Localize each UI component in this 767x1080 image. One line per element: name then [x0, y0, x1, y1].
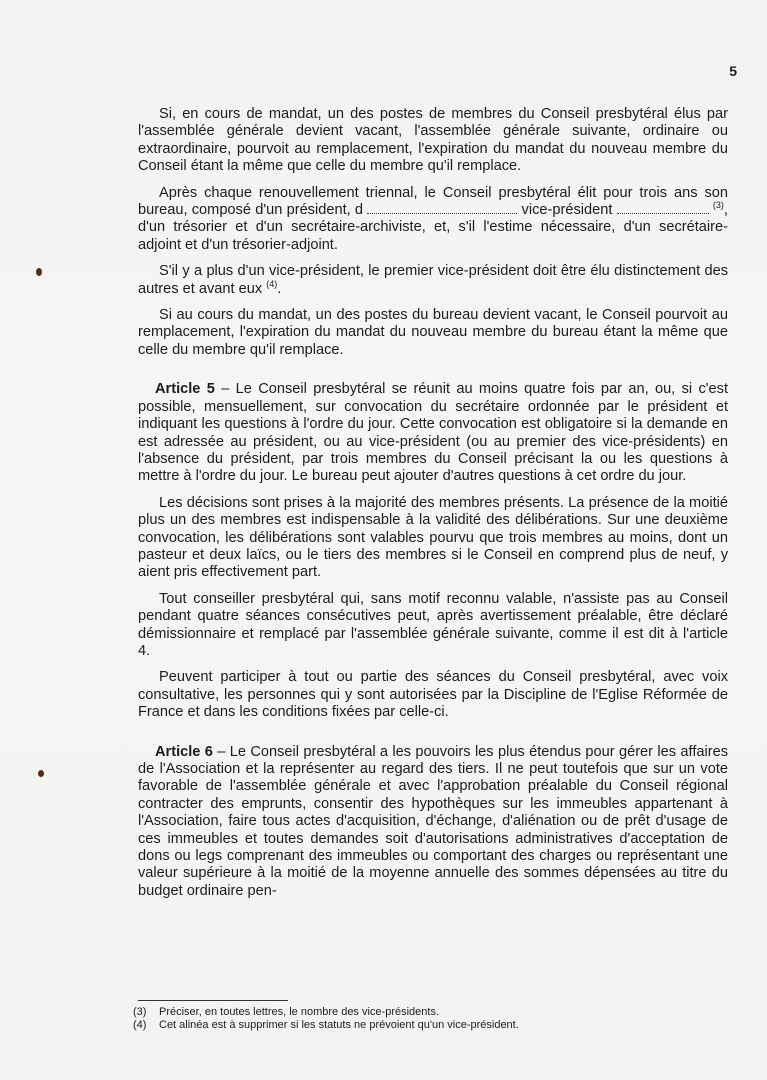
footnote-text: Cet alinéa est à supprimer si les statuts ne prévoient qu'un vice-président.: [159, 1019, 519, 1031]
blank-field: [617, 202, 709, 214]
paragraph: Si, en cours de mandat, un des postes de membres du Conseil presbytéral élus par l'assemblée générale devient vacant, l'assemblée générale suivante, ordinaire ou extraordinaire, pourvoit au remplacement, l'expiration du mandat du nouveau membre du Conseil étant la même que celle du membre qu'il remplace.: [138, 106, 728, 175]
paragraph-text: – Le Conseil presbytéral se réunit au moins quatre fois par an, ou, si c'est possible, mensuellement, sur convocation du secrétaire ordonnée par le président et indiquant les questions à l'ordre du jour. Cette convocation est obligatoire si la demande en est adressée au président, ou au vice-président (ou au premier des vice-présidents) en l'absence du président, par trois membres du Conseil précisant la ou les questions à mettre à l'ordre du jour. Le bureau peut ajouter d'autres questions à cet ordre du jour.: [138, 381, 728, 485]
footnote-divider: [138, 1000, 288, 1001]
paragraph: [138, 185, 728, 255]
paragraph-text: .: [277, 280, 282, 297]
paragraph-text: – Le Conseil presbytéral a les pouvoirs les plus étendus pour gérer les affaires de l'Association et la représenter au regard des tiers. Il ne peut toutefois que sur un vote favorable de l'assemblée générale et avec l'approbation préalable du Conseil régional contracter des emprunts, consentir des hypothèques sur les immeubles appartenant à l'Association, faire tous actes d'acquisition, d'échange, d'aliénation ou de prêt d'usage de ces immeubles et toutes demandes soit d'autorisations administratives d'acceptation de dons ou legs comprenant des immeubles ou comportant des charges ou représentant une valeur supérieure à la moitié de la moyenne annuelle des sommes dépensées au titre du budget ordinaire pen-: [138, 743, 729, 899]
footnote-mark: (3): [133, 1006, 147, 1018]
paragraph: Si au cours du mandat, un des postes du bureau devient vacant, le Conseil pourvoit au remplacement, l'expiration du mandat du nouveau membre du bureau étant la même que celle du membre qu'il remplace.: [138, 307, 728, 358]
footnote-ref: (4): [266, 278, 278, 289]
page-number: 5: [729, 63, 737, 79]
footnote-text: Préciser, en toutes lettres, le nombre des vice-présidents.: [159, 1006, 440, 1018]
paragraph: [138, 263, 728, 298]
paragraph: Les décisions sont prises à la majorité des membres présents. La présence de la moitié plus un des membres est indispensable à la validité des délibérations. Sur une deuxième convocation, les délibérations sont valables pourvu que trois membres au moins, dont un pasteur et deux laïcs, ou le tiers des membres si le Conseil en comprend plus de neuf, y aient pris effectivement part.: [138, 494, 728, 581]
article-6: [138, 744, 728, 901]
blank-field: [367, 202, 517, 214]
paragraph-text: Après chaque renouvellement triennal, le Conseil presbytéral élit pour trois ans son bureau, composé d'un président, d: [138, 184, 728, 219]
footnote: [133, 1006, 733, 1019]
article-heading: Article 5: [155, 381, 215, 398]
paragraph-text: S'il y a plus d'un vice-président, le premier vice-président doit être élu distinctement des autres et avant eux: [138, 263, 728, 297]
paragraph-text: , d'un trésorier et d'un secrétaire-archiviste, et, s'il l'estime nécessaire, d'un secrétaire-adjoint et d'un trésorier-adjoint.: [138, 202, 728, 253]
footnote-mark: (4): [133, 1019, 147, 1031]
footnote: [133, 1019, 733, 1032]
document-body: [138, 106, 728, 909]
paragraph: Tout conseiller presbytéral qui, sans motif reconnu valable, n'assiste pas au Conseil pendant quatre séances consécutives peut, après avertissement préalable, être déclaré démissionnaire et remplacé par l'assemblée générale suivante, comme il est dit à l'article 4.: [138, 590, 728, 659]
footnote-ref: (3): [712, 200, 724, 211]
scan-speck: [38, 770, 44, 777]
paragraph: Peuvent participer à tout ou partie des séances du Conseil presbytéral, avec voix consultative, les personnes qui y sont autorisées par la Discipline de l'Eglise Réformée de France et dans les conditions fixées par celle-ci.: [138, 669, 728, 721]
scan-speck: [36, 268, 42, 276]
article-heading: Article 6: [155, 743, 213, 760]
paragraph-text: vice-président: [521, 202, 613, 219]
article-5: [138, 381, 728, 485]
footnotes: [133, 1006, 733, 1032]
